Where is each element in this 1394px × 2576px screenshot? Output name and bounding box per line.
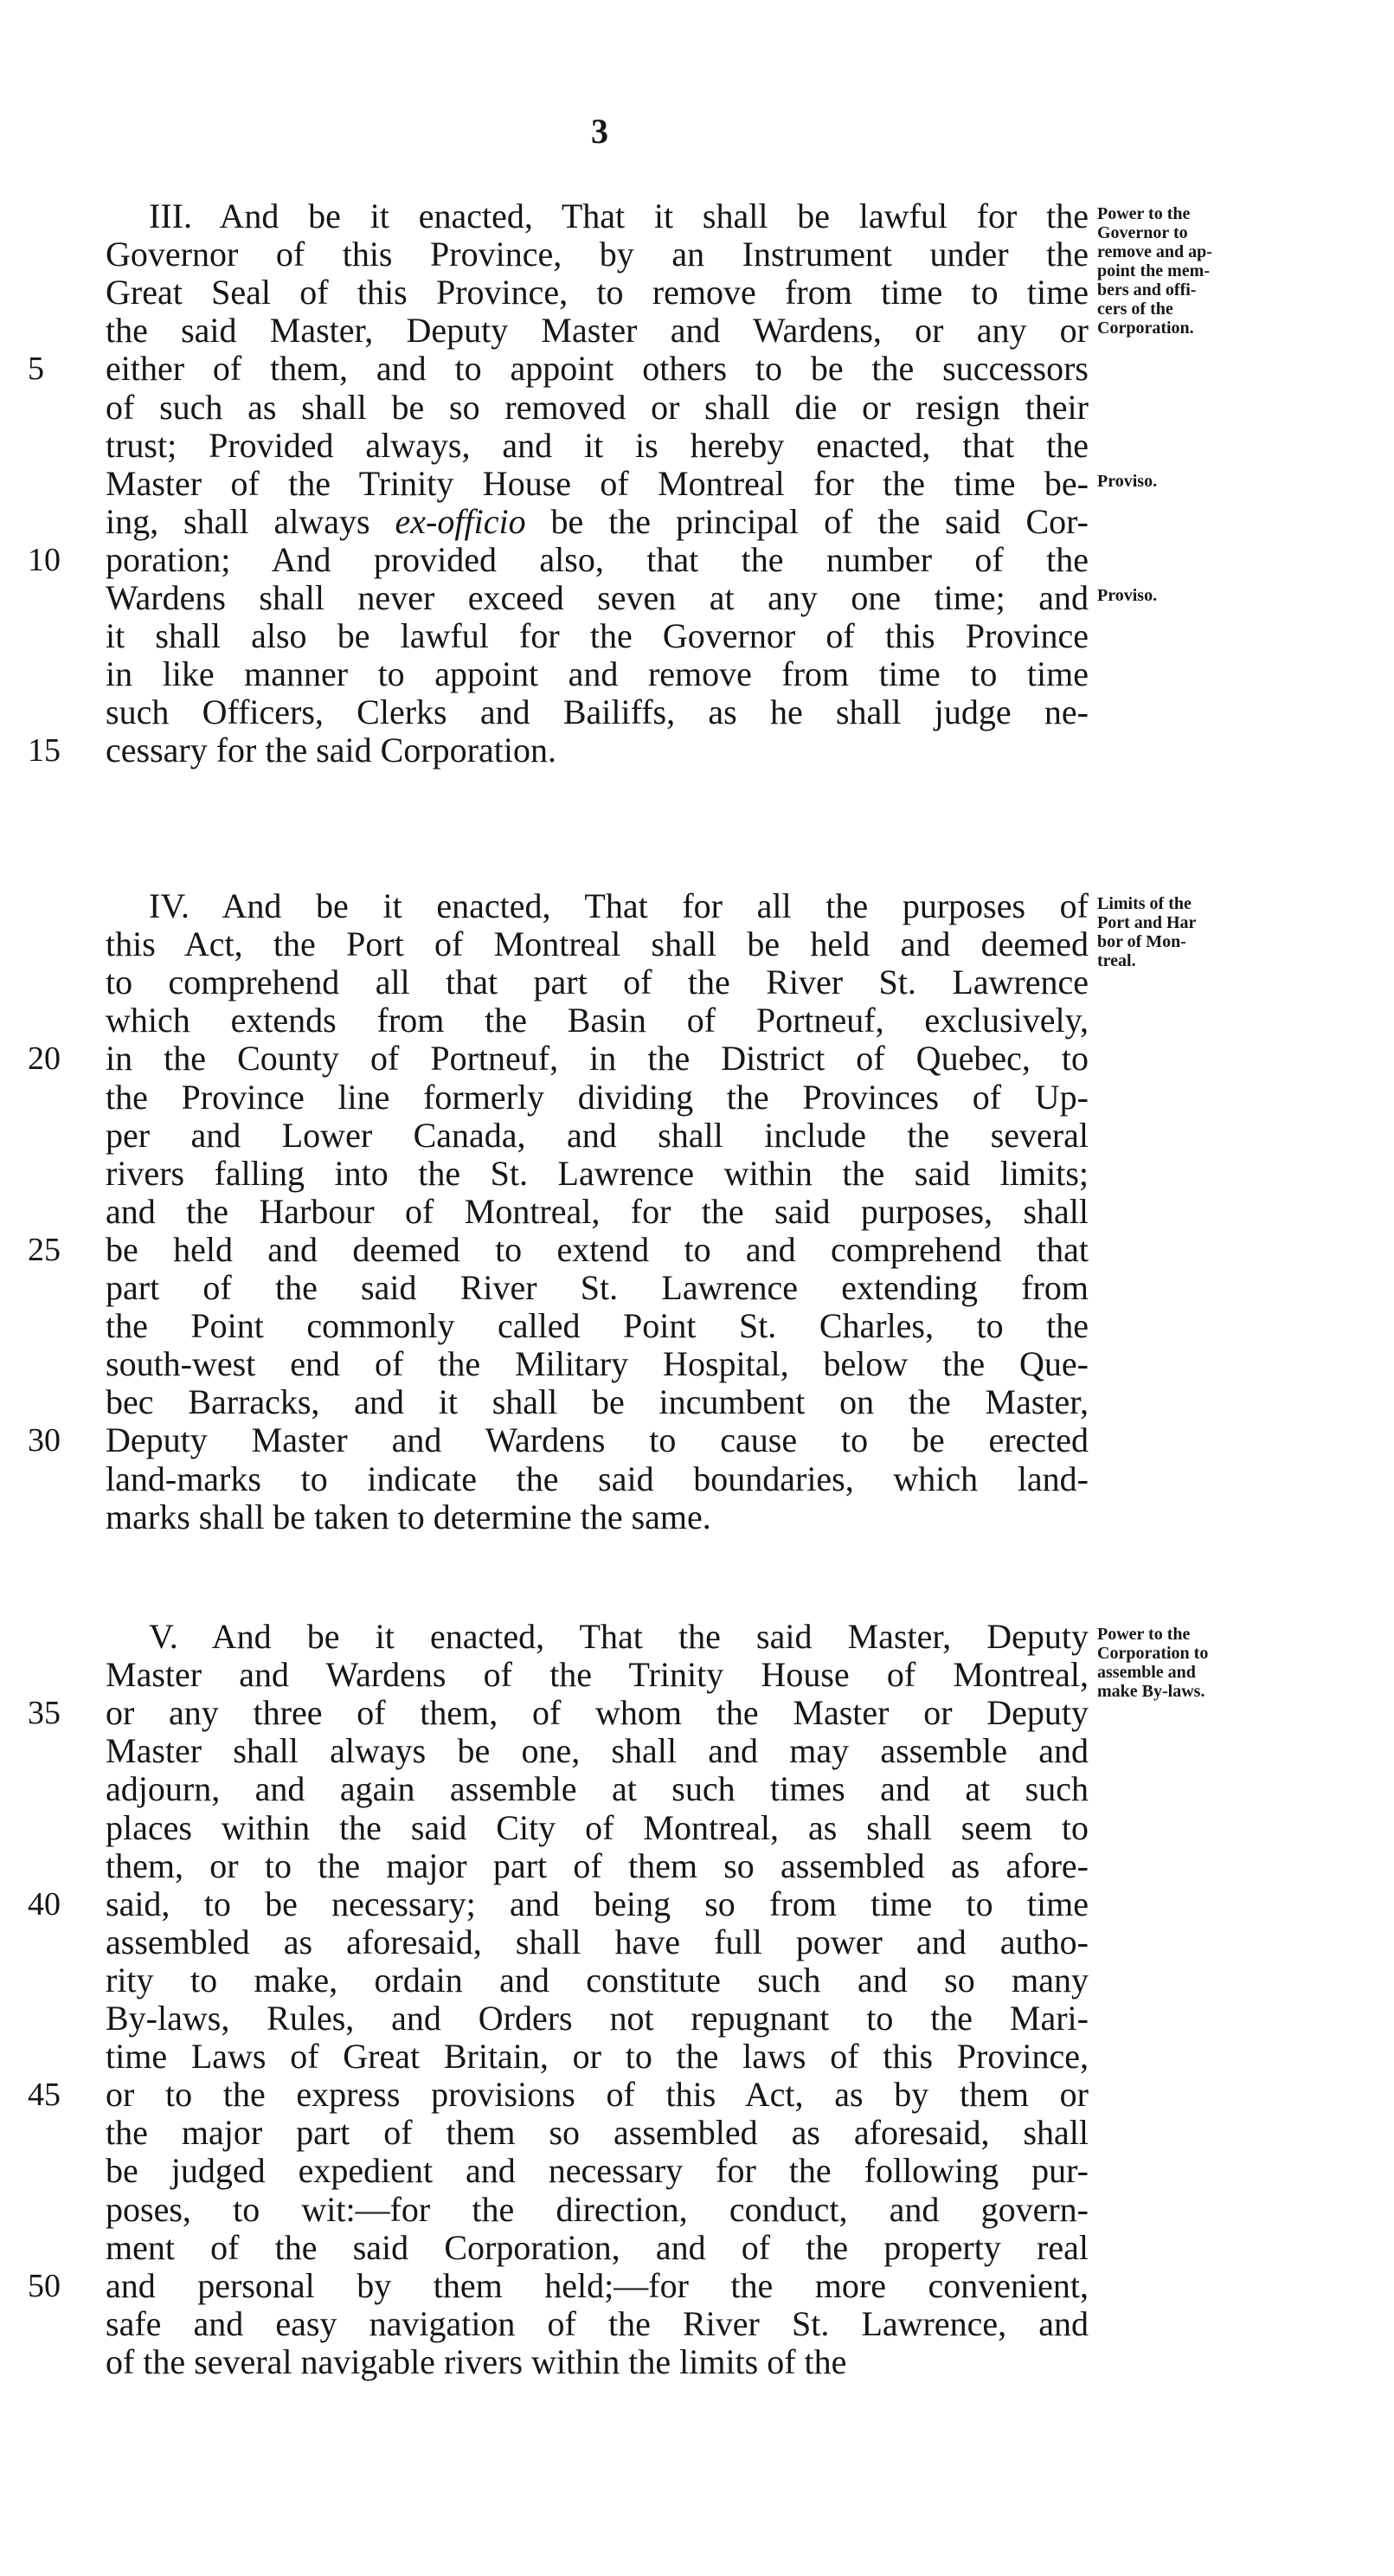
text-line: south-west end of the Military Hospital, below the Que- (106, 1344, 1089, 1384)
text-line: or any three of them, of whom the Master or Deputy (106, 1693, 1089, 1733)
text-line: rivers falling into the St. Lawrence within the said limits; (106, 1153, 1089, 1193)
page-number: 3 (591, 112, 608, 151)
text-line: Master of the Trinity House of Montreal for the time be- (106, 463, 1089, 503)
text-line: and personal by them held;—for the more convenient, (106, 2265, 1089, 2305)
text-line: the said Master, Deputy Master and Wardens, or any or (106, 311, 1089, 351)
text-line: in like manner to appoint and remove from time to time (106, 654, 1089, 694)
line-number: 20 (28, 1040, 61, 1078)
text-line: Master shall always be one, shall and may assemble and (106, 1731, 1089, 1771)
text-line: part of the said River St. Lawrence extending from (106, 1268, 1089, 1307)
text-line: ing, shall always ex-officio be the principal of the said Cor- (106, 501, 1089, 541)
text-line: of the several navigable rivers within the limits of the (106, 2341, 847, 2381)
text-line: it shall also be lawful for the Governor of this Province (106, 616, 1089, 656)
line-number: 30 (28, 1422, 61, 1459)
text-line: bec Barracks, and it shall be incumbent on the Master, (106, 1382, 1089, 1422)
text-line: land-marks to indicate the said boundaries, which land- (106, 1459, 1089, 1498)
text-line: said, to be necessary; and being so from time to time (106, 1884, 1089, 1923)
text-line: the major part of them so assembled as aforesaid, shall (106, 2113, 1089, 2153)
text-line: poration; And provided also, that the number of the (106, 539, 1089, 579)
margin-note: Proviso. (1097, 586, 1158, 605)
margin-note: Power to the Corporation to assemble and make By-laws. (1097, 1625, 1209, 1701)
line-number: 35 (28, 1695, 61, 1732)
text-line: in the County of Portneuf, in the District of Quebec, to (106, 1039, 1089, 1079)
line-number: 45 (28, 2077, 61, 2114)
text-line: or to the express provisions of this Act, as by them or (106, 2075, 1089, 2115)
text-line: and the Harbour of Montreal, for the said purposes, shall (106, 1191, 1089, 1231)
text-line: trust; Provided always, and it is hereby enacted, that the (106, 425, 1089, 465)
text-line: be judged expedient and necessary for the following pur- (106, 2151, 1089, 2191)
line-number: 50 (28, 2267, 61, 2304)
text-line: Governor of this Province, by an Instrument under the (106, 235, 1089, 274)
line-number: 15 (28, 732, 61, 770)
text-line: marks shall be taken to determine the same. (106, 1497, 711, 1536)
text-line: of such as shall be so removed or shall die or resign their (106, 387, 1089, 427)
line-number: 40 (28, 1885, 61, 1922)
line-number: 25 (28, 1231, 61, 1268)
text-line: per and Lower Canada, and shall include the several (106, 1115, 1089, 1155)
text-line: Master and Wardens of the Trinity House of Montreal, (106, 1655, 1089, 1695)
text-line: be held and deemed to extend to and comprehend that (106, 1229, 1089, 1269)
text-line: such Officers, Clerks and Bailiffs, as he shall judge ne- (106, 692, 1089, 732)
text-line: either of them, and to appoint others to be the successors (106, 349, 1089, 389)
text-line: ment of the said Corporation, and of the property real (106, 2227, 1089, 2267)
line-number: 10 (28, 541, 61, 578)
text-line: IV. And be it enacted, That for all the purposes of (149, 886, 1089, 925)
text-line: the Point commonly called Point St. Charles, to the (106, 1306, 1089, 1346)
text-line: rity to make, ordain and constitute such and so many (106, 1960, 1089, 2000)
text-line: cessary for the said Corporation. (106, 731, 556, 770)
text-line: places within the said City of Montreal, as shall seem to (106, 1807, 1089, 1847)
text-line: Great Seal of this Province, to remove from time to time (106, 273, 1089, 312)
text-line: Deputy Master and Wardens to cause to be erected (106, 1420, 1089, 1460)
text-line: time Laws of Great Britain, or to the laws of this Province, (106, 2037, 1089, 2077)
text-line: III. And be it enacted, That it shall be lawful for the (149, 196, 1089, 235)
text-line: to comprehend all that part of the River St. Lawrence (106, 963, 1089, 1002)
text-line: them, or to the major part of them so assembled as afore- (106, 1845, 1089, 1885)
text-line: V. And be it enacted, That the said Master, Deputy (149, 1617, 1089, 1656)
text-line: the Province line formerly dividing the Provinces of Up- (106, 1077, 1089, 1117)
line-number: 5 (28, 351, 44, 388)
text-line: this Act, the Port of Montreal shall be held and deemed (106, 924, 1089, 964)
margin-note: Proviso. (1097, 471, 1158, 491)
text-line: assembled as aforesaid, shall have full power and autho- (106, 1922, 1089, 1961)
margin-note: Limits of the Port and Har bor of Mon- treal. (1097, 894, 1197, 970)
text-line: poses, to wit:—for the direction, conduct, and govern- (106, 2189, 1089, 2229)
text-line: By-laws, Rules, and Orders not repugnant to the Mari- (106, 1999, 1089, 2038)
margin-note: Power to the Governor to remove and ap- point the mem- bers and offi- cers of the Corporation. (1097, 204, 1212, 338)
text-line: adjourn, and again assemble at such times and at such (106, 1769, 1089, 1809)
text-line: Wardens shall never exceed seven at any one time; and (106, 578, 1089, 617)
text-line: which extends from the Basin of Portneuf, exclusively, (106, 1001, 1089, 1040)
text-line: safe and easy navigation of the River St. Lawrence, and (106, 2303, 1089, 2343)
